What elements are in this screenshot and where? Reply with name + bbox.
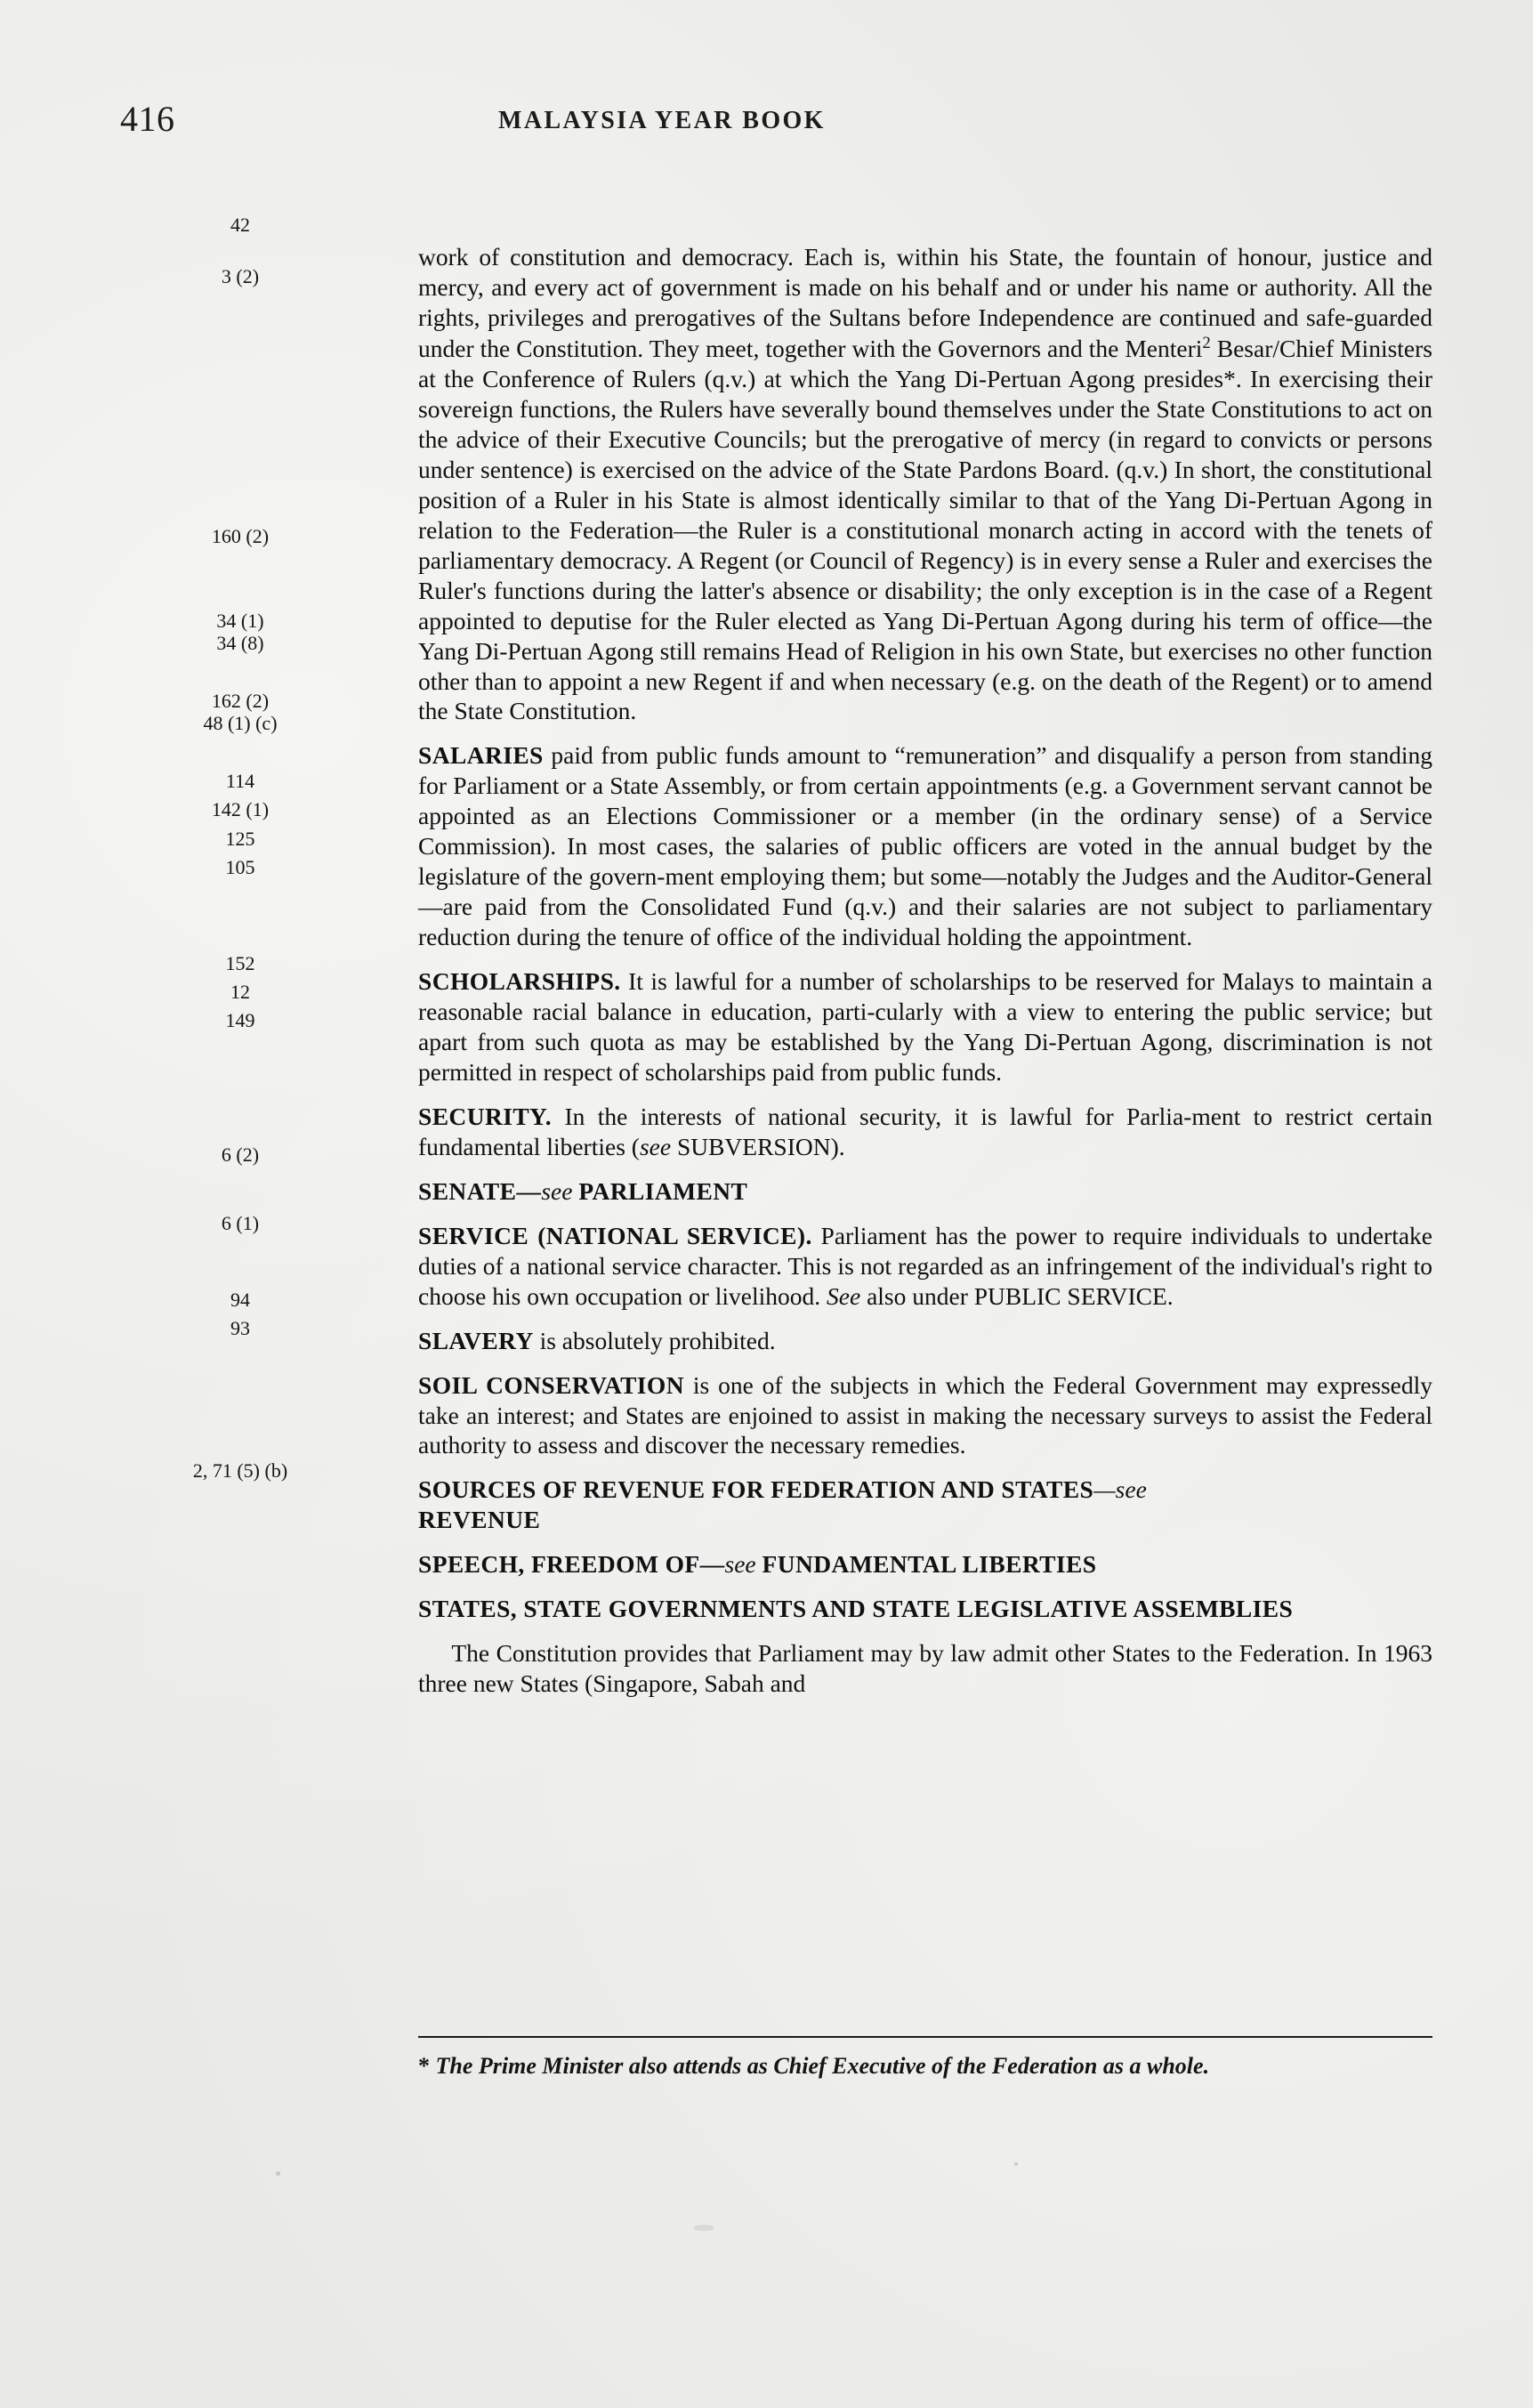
- p-service: SERVICE (NATIONAL SERVICE). Parliament has the power to require individuals to undertake duties of a national service character. This is not regarded as an infringement of the individual's right to choose his own occupation or livelihood. See also under PUBLIC SERVICE.: [418, 1221, 1432, 1310]
- footnote: [418, 2052, 1432, 2081]
- p-scholarships: SCHOLARSHIPS. It is lawful for a number of scholarships to be reserved for Malays to maintain a reasonable racial balance in education, parti-cularly with a view to entering the public service; but apart from such quota as may be established by the Yang Di-Pertuan Agong, discrimination is not permitted in respect of scholarships paid from public funds.: [418, 967, 1432, 1086]
- footnote-rule: [418, 2036, 1432, 2038]
- p-salaries: SALARIES paid from public funds amount to “remuneration” and disqualify a person from standing for Parliament or a State Assembly, or from certain appointments (e.g. a Government servant cannot be appointed as an Elections Commissioner or a member (in the ordinary sense) of a Service Commission). In most cases, the salaries of public officers are voted in the annual budget by the legislature of the govern-ment employing them; but some—notably the Judges and the Auditor-General—are paid from the Consolidated Fund (q.v.) and their salaries are not subject to parliamentary reduction during the tenure of office of the individual holding the appointment.: [418, 741, 1432, 951]
- footnote-marker: *: [418, 2053, 430, 2079]
- margin-note: 162 (2): [211, 690, 270, 712]
- p-security: SECURITY. In the interests of national security, it is lawful for Parlia-ment to restrict certain fundamental liberties (see SUBVERSION).: [418, 1102, 1432, 1160]
- p-sources-of-revenue: SOURCES OF REVENUE FOR FEDERATION AND STATES—see REVENUE: [418, 1475, 1147, 1534]
- margin-note: 6 (2): [221, 1143, 260, 1166]
- margin-note: 2, 71 (5) (b): [192, 1459, 288, 1482]
- p-speech-freedom: SPEECH, FREEDOM OF—see FUNDAMENTAL LIBERTIES: [418, 1550, 1097, 1579]
- p-states-heading: STATES, STATE GOVERNMENTS AND STATE LEGISLATIVE ASSEMBLIES: [418, 1595, 1294, 1623]
- margin-note: 42: [230, 214, 250, 236]
- margin-note: 94: [230, 1289, 250, 1311]
- footnote-text: The Prime Minister also attends as Chief Executive of the Federation as a whole.: [435, 2053, 1210, 2079]
- margin-note: 105: [225, 856, 255, 878]
- p-senate: SENATE—see PARLIAMENT: [418, 1176, 748, 1205]
- margin-note: 160 (2): [211, 525, 270, 547]
- running-head: MALAYSIA YEAR BOOK: [498, 107, 826, 134]
- margin-note: 152: [225, 952, 255, 974]
- margin-note: 125: [225, 828, 255, 850]
- margin-note: 93: [230, 1317, 250, 1339]
- margin-note: 3 (2): [221, 265, 260, 287]
- margin-note: 114: [225, 770, 255, 792]
- p-states-body: The Constitution provides that Parliament may by law admit other States to the Federation. In 1963 three new States (Singapore, Sabah and: [418, 1639, 1432, 1698]
- margin-note: 48 (1) (c): [203, 712, 278, 734]
- paper-speck: [1014, 2162, 1018, 2166]
- p-constitution-democracy: work of constitution and democracy. Each is, within his State, the fountain of honour, justice and mercy, and every act of government is made on his behalf and or under his name or authority. All the rights, privileges and prerogatives of the Sultans before Independence are continued and safe-guarded under the Constitution. They meet, together with the Governors and the Menteri$^2$ Besar/Chief Ministers at the Conference of Rulers (q.v.) at which the Yang Di-Pertuan Agong presides*. In exercising their sovereign functions, the Rulers have severally bound themselves under the State Constitutions to act on the advice of their Executive Councils; but the prerogative of mercy (in regard to convicts or persons under sentence) is exercised on the advice of the State Pardons Board. (q.v.) In short, the constitutional position of a Ruler in his State is almost identically similar to that of the Yang Di-Pertuan Agong in relation to the Federation—the Ruler is a constitutional monarch acting in accord with the tenets of parliamentary democracy. A Regent (or Council of Regency) is in every sense a Ruler and exercises the Ruler's functions during the latter's absence or disability; the only exception is in the case of a Regent appointed to deputise for the Ruler elected as Yang Di-Pertuan Agong during his term of office—the Yang Di-Pertuan Agong still remains Head of Religion in his own State, but exercises no other function other than to appoint a new Regent if and when necessary (e.g. on the death of the Regent) or to amend the State Constitution.: [418, 243, 1432, 725]
- paper-speck: [276, 2171, 280, 2176]
- p-soil-conservation: SOIL CONSERVATION is one of the subjects in which the Federal Government may expressedly take an interest; and States are enjoined to assist in making the necessary surveys to assist the Federal authority to assess and discover the necessary remedies.: [418, 1370, 1432, 1459]
- margin-note: 6 (1): [221, 1212, 260, 1234]
- margin-note: 142 (1): [211, 798, 270, 820]
- page-number: 416: [120, 99, 175, 139]
- margin-note: 12: [230, 981, 250, 1003]
- margin-note: 34 (1): [216, 610, 264, 632]
- margin-note: 149: [225, 1009, 255, 1031]
- p-slavery: SLAVERY is absolutely prohibited.: [418, 1326, 776, 1354]
- body-text-column: [418, 242, 1432, 1713]
- margin-note: 34 (8): [216, 632, 264, 654]
- paper-speck: [694, 2225, 714, 2231]
